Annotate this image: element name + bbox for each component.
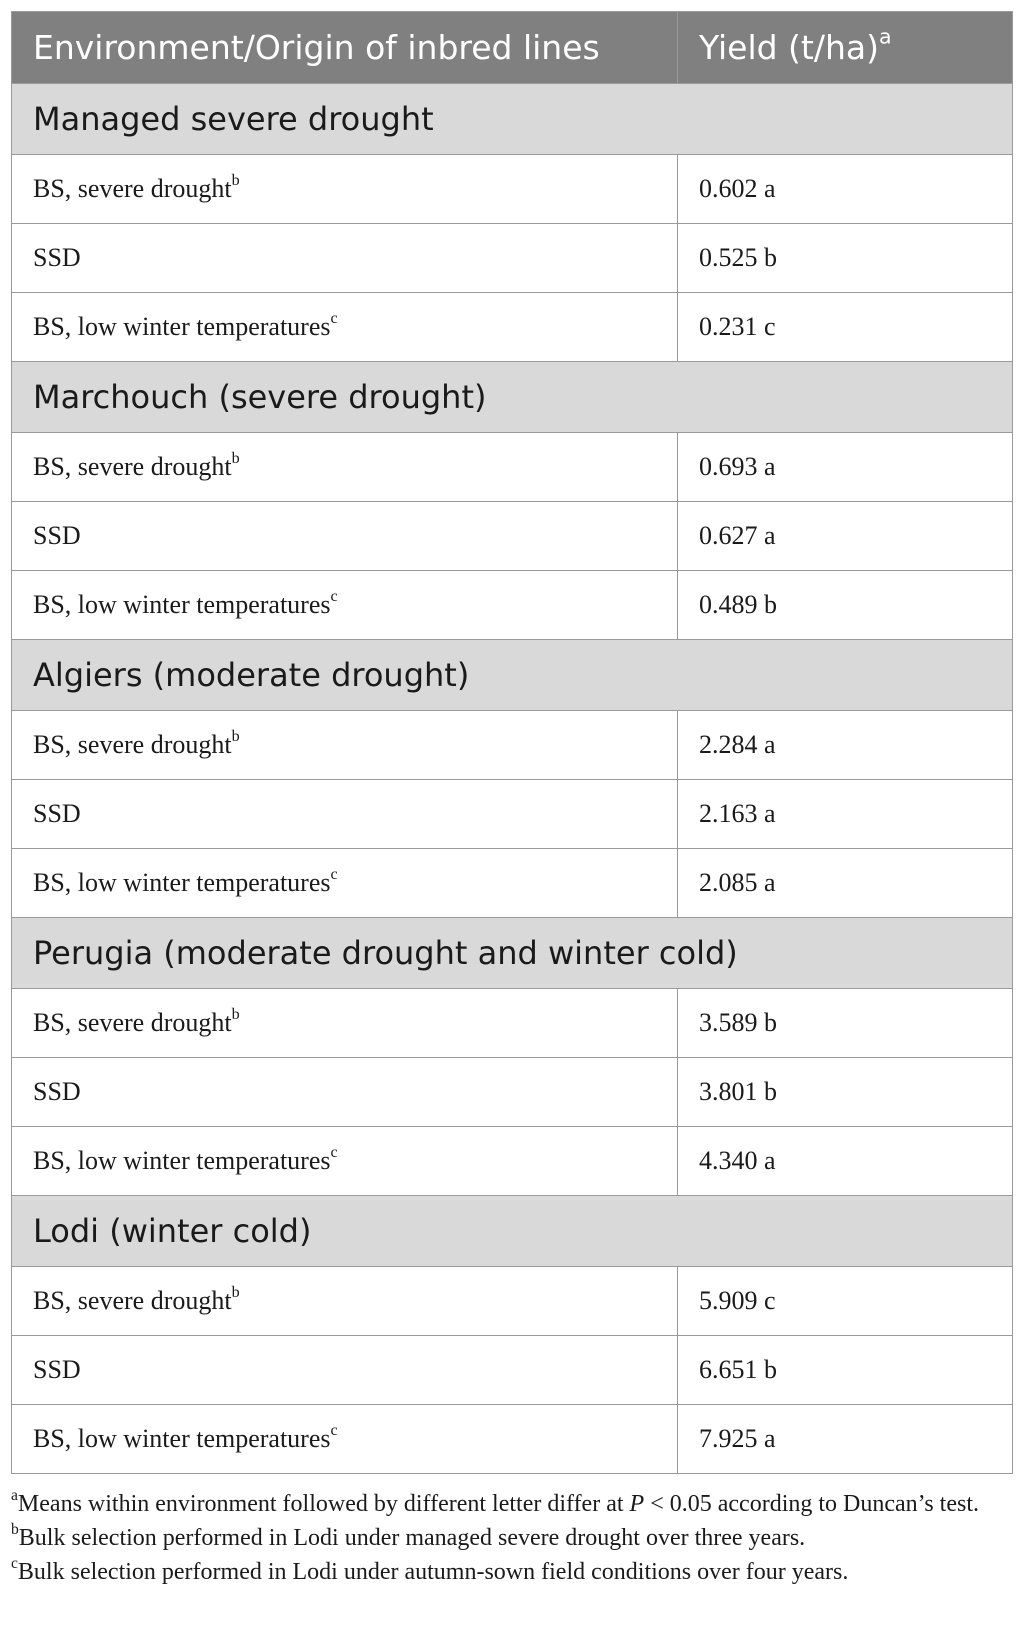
header-environment: Environment/Origin of inbred lines <box>12 12 678 84</box>
row-label: SSD <box>12 224 678 293</box>
row-label: BS, severe drought$^b$ <box>12 433 678 502</box>
table-row <box>12 1336 1013 1405</box>
table-row <box>12 571 1013 640</box>
row-label: BS, severe drought$^b$ <box>12 155 678 224</box>
table-row <box>12 433 1013 502</box>
group-title: Managed severe drought <box>12 84 1013 155</box>
group-title: Lodi (winter cold) <box>12 1196 1013 1267</box>
row-label: BS, low winter temperatures$^c$ <box>12 1405 678 1474</box>
footnote-a: $^a$Means within environment followed by different letter differ at P < 0.05 according to Duncan’s test. <box>11 1487 979 1517</box>
table-row <box>12 224 1013 293</box>
group-title: Algiers (moderate drought) <box>12 640 1013 711</box>
table-row <box>12 780 1013 849</box>
table-row <box>12 849 1013 918</box>
row-label: BS, low winter temperatures$^c$ <box>12 1127 678 1196</box>
header-yield: Yield $(t/ha)^a$ <box>678 12 1013 84</box>
row-label: SSD <box>12 1058 678 1127</box>
table-row <box>12 989 1013 1058</box>
row-label: BS, severe drought$^b$ <box>12 711 678 780</box>
table-row <box>12 1267 1013 1336</box>
yield-table <box>11 11 1013 1474</box>
row-value: 0.693 a <box>678 433 1013 502</box>
footnote-b: $^b$Bulk selection performed in Lodi under managed severe drought over three years. <box>11 1521 806 1551</box>
table-row <box>12 1058 1013 1127</box>
row-value: 4.340 a <box>678 1127 1013 1196</box>
row-value: 0.525 b <box>678 224 1013 293</box>
table-footnotes <box>11 1487 1012 1589</box>
footnote-c: $^c$Bulk selection performed in Lodi under autumn-sown field conditions over four years. <box>11 1555 849 1585</box>
group-header-row <box>12 84 1013 155</box>
row-value: 7.925 a <box>678 1405 1013 1474</box>
row-value: 6.651 b <box>678 1336 1013 1405</box>
group-title: Marchouch (severe drought) <box>12 362 1013 433</box>
table-row <box>12 293 1013 362</box>
row-value: 2.284 a <box>678 711 1013 780</box>
row-value: 0.602 a <box>678 155 1013 224</box>
row-value: 2.163 a <box>678 780 1013 849</box>
row-label: BS, severe drought$^b$ <box>12 989 678 1058</box>
group-header-row <box>12 1196 1013 1267</box>
group-header-row <box>12 362 1013 433</box>
group-header-row <box>12 918 1013 989</box>
group-title: Perugia (moderate drought and winter cold) <box>12 918 1013 989</box>
row-value: 0.231 c <box>678 293 1013 362</box>
row-value: 0.489 b <box>678 571 1013 640</box>
row-value: 3.589 b <box>678 989 1013 1058</box>
table-row <box>12 155 1013 224</box>
row-label: BS, low winter temperatures$^c$ <box>12 571 678 640</box>
row-label: SSD <box>12 1336 678 1405</box>
table-row <box>12 1405 1013 1474</box>
row-value: 5.909 c <box>678 1267 1013 1336</box>
group-header-row <box>12 640 1013 711</box>
row-value: 2.085 a <box>678 849 1013 918</box>
row-label: BS, severe drought$^b$ <box>12 1267 678 1336</box>
table-header-row <box>12 12 1013 84</box>
row-label: SSD <box>12 502 678 571</box>
row-value: 0.627 a <box>678 502 1013 571</box>
row-label: SSD <box>12 780 678 849</box>
row-label: BS, low winter temperatures$^c$ <box>12 293 678 362</box>
row-label: BS, low winter temperatures$^c$ <box>12 849 678 918</box>
table-row <box>12 1127 1013 1196</box>
table-row <box>12 502 1013 571</box>
row-value: 3.801 b <box>678 1058 1013 1127</box>
table-row <box>12 711 1013 780</box>
